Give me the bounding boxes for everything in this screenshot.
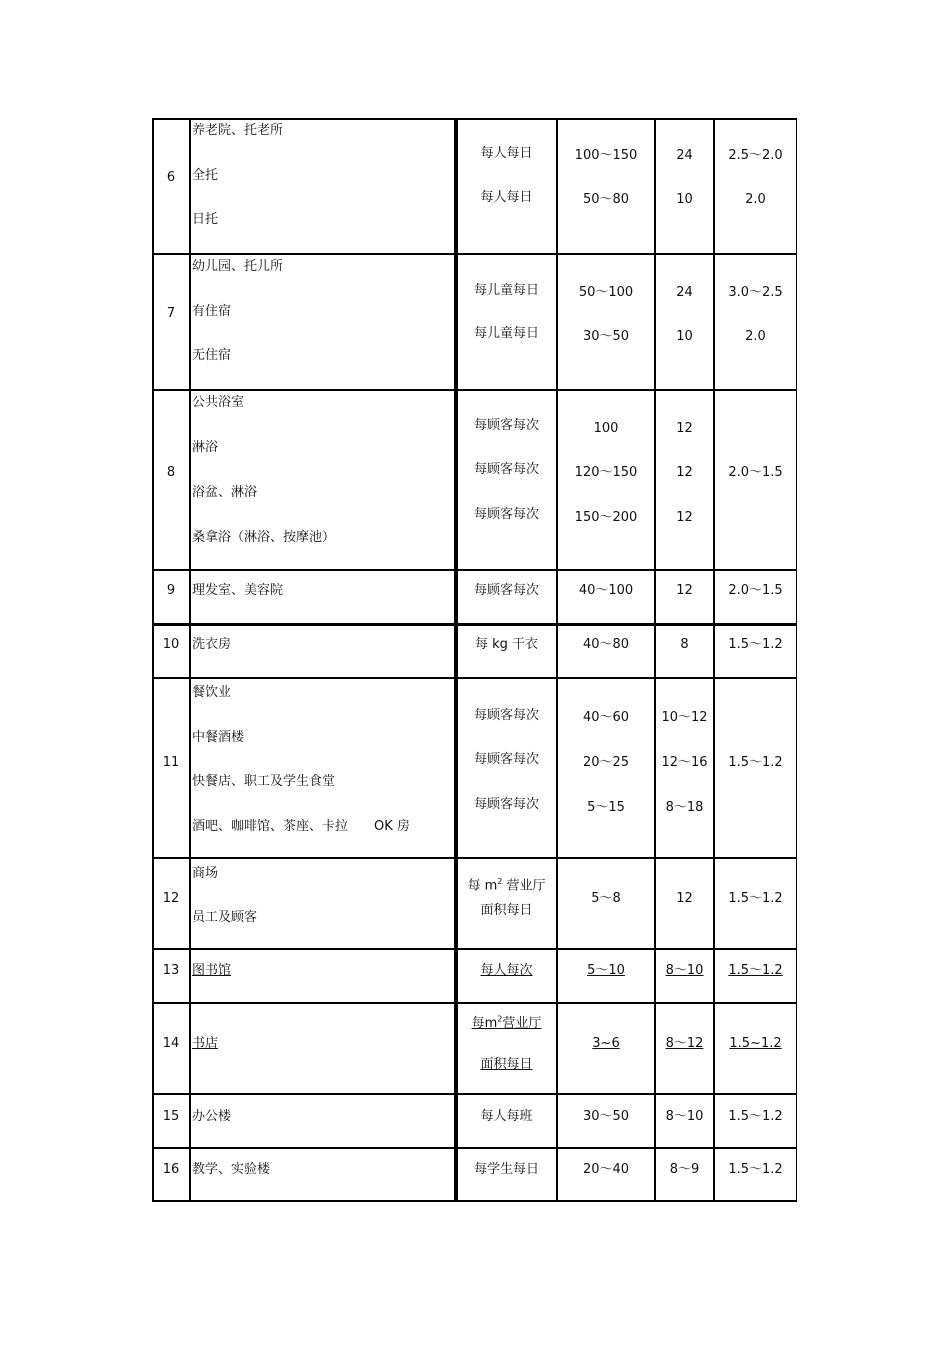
coefficient: 1.5～1.2 bbox=[728, 1109, 783, 1124]
row-number: 11 bbox=[162, 755, 180, 770]
unit: 面积每日 bbox=[480, 1057, 533, 1072]
building-type: 养老院、托老所 bbox=[192, 123, 284, 138]
table-rule bbox=[152, 857, 797, 859]
table-row bbox=[152, 570, 797, 624]
quota: 40～60 bbox=[582, 710, 630, 725]
row-number: 7 bbox=[166, 306, 176, 321]
coefficient: 2.5～2.0 bbox=[728, 148, 783, 163]
coefficient: 3.0～2.5 bbox=[728, 285, 783, 300]
row-number: 8 bbox=[166, 465, 176, 480]
hours: 24 bbox=[676, 148, 693, 163]
coefficient: 2.0 bbox=[745, 192, 766, 207]
unit: 每学生每日 bbox=[473, 1162, 539, 1177]
table-rule bbox=[152, 948, 797, 950]
unit: 每顾客每次 bbox=[473, 507, 539, 522]
row-number: 14 bbox=[162, 1036, 180, 1051]
building-type: 餐饮业 bbox=[192, 685, 232, 700]
unit: 每顾客每次 bbox=[473, 418, 539, 433]
building-type: 洗衣房 bbox=[192, 637, 232, 652]
table-rule bbox=[713, 118, 715, 1202]
table-rule bbox=[796, 118, 798, 1202]
building-type: 浴盆、淋浴 bbox=[192, 485, 258, 500]
building-type: 理发室、美容院 bbox=[192, 583, 284, 598]
hours: 12 bbox=[676, 510, 693, 525]
table-rule bbox=[152, 253, 797, 255]
building-type: 日托 bbox=[192, 212, 219, 227]
unit: 每顾客每次 bbox=[473, 462, 539, 477]
building-type: 全托 bbox=[192, 168, 219, 183]
unit: 每 kg 干衣 bbox=[474, 637, 539, 652]
table-row bbox=[152, 254, 797, 390]
table-rule bbox=[152, 118, 797, 120]
hours: 12～16 bbox=[661, 755, 708, 770]
coefficient: 1.5～1.2 bbox=[728, 891, 783, 906]
quota: 40～80 bbox=[582, 637, 630, 652]
building-type: 中餐酒楼 bbox=[192, 730, 245, 745]
row-number: 13 bbox=[162, 963, 180, 978]
row-number: 9 bbox=[166, 583, 176, 598]
hours: 12 bbox=[676, 583, 693, 598]
quota: 20～25 bbox=[582, 755, 630, 770]
unit: 每人每班 bbox=[480, 1109, 533, 1124]
unit: 每人每次 bbox=[480, 963, 533, 978]
table-rule bbox=[152, 118, 154, 1202]
coefficient: 1.5～1.2 bbox=[728, 963, 783, 978]
table-rule bbox=[152, 1147, 797, 1149]
quota: 5～8 bbox=[591, 891, 621, 906]
table-rule bbox=[152, 1002, 797, 1004]
quota: 150～200 bbox=[574, 510, 638, 525]
unit: 每人每日 bbox=[480, 146, 533, 161]
quota: 20～40 bbox=[582, 1162, 630, 1177]
building-type: 员工及顾客 bbox=[192, 910, 258, 925]
unit: 每$m^2$营业厅 bbox=[471, 1015, 542, 1032]
quota: 120～150 bbox=[574, 465, 638, 480]
hours: 12 bbox=[676, 891, 693, 906]
building-type: 公共浴室 bbox=[192, 395, 245, 410]
table-rule bbox=[152, 677, 797, 679]
table-rule bbox=[152, 1200, 797, 1202]
coefficient: 1.5～1.2 bbox=[728, 755, 783, 770]
hours: 10～12 bbox=[661, 710, 708, 725]
unit: 每顾客每次 bbox=[473, 708, 539, 723]
table-row bbox=[152, 949, 797, 1003]
building-type: 酒吧、咖啡馆、茶座、卡拉 OK 房 bbox=[192, 819, 410, 834]
table-rule bbox=[152, 569, 797, 571]
building-type: 幼儿园、托儿所 bbox=[192, 259, 284, 274]
row-number: 12 bbox=[162, 891, 180, 906]
hours: 8～10 bbox=[665, 963, 704, 978]
building-type: 快餐店、职工及学生食堂 bbox=[192, 774, 336, 789]
coefficient: 1.5～1.2 bbox=[728, 637, 783, 652]
unit: 面积每日 bbox=[480, 903, 533, 918]
quota: 50～100 bbox=[578, 285, 634, 300]
coefficient: 2.0～1.5 bbox=[728, 465, 783, 480]
hours: 8～10 bbox=[665, 1109, 704, 1124]
unit: 每 $m^2$ 营业厅 bbox=[467, 877, 546, 894]
quota: 50～80 bbox=[582, 192, 630, 207]
hours: 8 bbox=[680, 637, 689, 652]
building-type: 教学、实验楼 bbox=[192, 1162, 271, 1177]
unit: 每顾客每次 bbox=[473, 583, 539, 598]
table-row bbox=[152, 1094, 797, 1148]
building-type: 淋浴 bbox=[192, 440, 219, 455]
row-number: 6 bbox=[166, 170, 176, 185]
table-rule bbox=[556, 118, 558, 1202]
unit: 每儿童每日 bbox=[473, 326, 539, 341]
coefficient: 2.0～1.5 bbox=[728, 583, 783, 598]
hours: 8～18 bbox=[665, 800, 704, 815]
quota: 3~6 bbox=[592, 1036, 620, 1051]
coefficient: 2.0 bbox=[745, 329, 766, 344]
table-row bbox=[152, 118, 797, 254]
hours: 12 bbox=[676, 421, 693, 436]
quota: 5～15 bbox=[587, 800, 625, 815]
hours: 8～9 bbox=[669, 1162, 700, 1177]
unit: 每儿童每日 bbox=[473, 283, 539, 298]
row-number: 15 bbox=[162, 1109, 180, 1124]
row-number: 10 bbox=[162, 637, 180, 652]
coefficient: 1.5～1.2 bbox=[728, 1162, 783, 1177]
table-row bbox=[152, 624, 797, 678]
quota: 40～100 bbox=[578, 583, 634, 598]
table-row bbox=[152, 390, 797, 570]
table-rule bbox=[152, 389, 797, 391]
building-type: 图书馆 bbox=[192, 963, 232, 978]
table-row bbox=[152, 858, 797, 949]
table-row bbox=[152, 1003, 797, 1094]
hours: 8～12 bbox=[665, 1036, 704, 1051]
hours: 24 bbox=[676, 285, 693, 300]
quota: 100～150 bbox=[574, 148, 638, 163]
quota: 100 bbox=[593, 421, 619, 436]
building-type: 无住宿 bbox=[192, 348, 232, 363]
hours: 10 bbox=[676, 329, 693, 344]
coefficient: 1.5~1.2 bbox=[729, 1036, 782, 1051]
hours: 10 bbox=[676, 192, 693, 207]
hours: 12 bbox=[676, 465, 693, 480]
unit: 每顾客每次 bbox=[473, 797, 539, 812]
quota: 5～10 bbox=[587, 963, 625, 978]
building-type: 桑拿浴（淋浴、按摩池） bbox=[192, 530, 336, 545]
building-type: 商场 bbox=[192, 866, 219, 881]
building-type: 有住宿 bbox=[192, 304, 232, 319]
quota: 30～50 bbox=[582, 329, 630, 344]
quota: 30～50 bbox=[582, 1109, 630, 1124]
table-rule bbox=[152, 1093, 797, 1095]
table-rule bbox=[456, 118, 458, 1202]
row-number: 16 bbox=[162, 1162, 180, 1177]
unit: 每顾客每次 bbox=[473, 752, 539, 767]
building-type: 书店 bbox=[192, 1036, 219, 1051]
unit: 每人每日 bbox=[480, 190, 533, 205]
table-row bbox=[152, 1148, 797, 1201]
table-rule bbox=[189, 118, 191, 1202]
table-row bbox=[152, 678, 797, 858]
table-rule bbox=[152, 623, 797, 626]
table-rule bbox=[654, 118, 656, 1202]
building-type: 办公楼 bbox=[192, 1109, 232, 1124]
